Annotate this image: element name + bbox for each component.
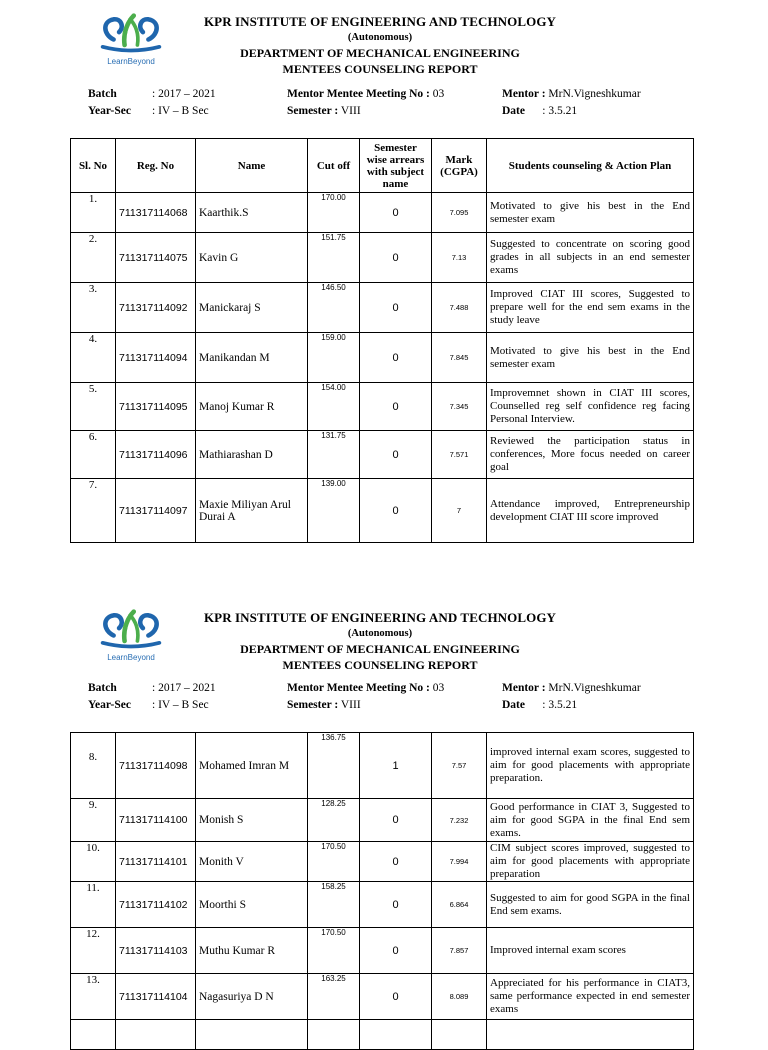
table-row: 1. 711317114068 Kaarthik.S 170.00 0 7.095 Motivated to give his best in the End semester exam — [71, 193, 694, 233]
logo-icon — [94, 608, 168, 652]
col-arrears: Semester wise arrears with subject name — [360, 139, 432, 193]
table-row: 10. 711317114101 Monith V 170.50 0 7.994 CIM subject scores improved, suggested to aim for good placements with appropriate preparation — [71, 842, 694, 882]
batch-field: Batch — [88, 682, 117, 694]
table-row-partial — [71, 1020, 694, 1050]
table-header-row — [71, 139, 694, 193]
yearsec-field: Year-Sec — [88, 699, 131, 711]
table-row: 5. 711317114095 Manoj Kumar R 154.00 0 7.345 Improvemnet shown in CIAT III scores, Counselled reg self confidence reg facing Personal Interview. — [71, 383, 694, 431]
logo-tagline: LearnBeyond — [107, 653, 155, 662]
table-row: 2. 711317114075 Kavin G 151.75 0 7.13 Suggested to concentrate on scoring good grades in all subjects in an end semester exams — [71, 233, 694, 283]
mentor-field: Mentor : MrN.Vigneshkumar — [502, 682, 641, 694]
col-sl: Sl. No — [71, 139, 116, 193]
table-row: 9. 711317114100 Monish S 128.25 0 7.232 Good performance in CIAT 3, Suggested to aim for good SGPA in the final End sem exams. — [71, 799, 694, 842]
counseling-table-page-2 — [70, 732, 694, 1050]
semester-field: Semester : VIII — [287, 105, 361, 117]
date-field: Date : 3.5.21 — [502, 105, 578, 117]
col-name: Name — [196, 139, 308, 193]
logo-tagline: LearnBeyond — [107, 57, 155, 66]
col-mark: Mark (CGPA) — [432, 139, 487, 193]
table-row: 11. 711317114102 Moorthi S 158.25 0 6.864 Suggested to aim for good SGPA in the final End sem exams. — [71, 882, 694, 928]
table-row: 12. 711317114103 Muthu Kumar R 170.50 0 7.857 Improved internal exam scores — [71, 928, 694, 974]
table-row: 7. 711317114097 Maxie Miliyan Arul Durai A 139.00 0 7 Attendance improved, Entrepreneurship development CIAT III score improved — [71, 479, 694, 543]
batch-value: : 2017 – 2021 — [152, 88, 216, 100]
batch-value: : 2017 – 2021 — [152, 682, 216, 694]
yearsec-value: : IV – B Sec — [152, 699, 209, 711]
batch-field: Batch — [88, 88, 117, 100]
col-plan: Students counseling & Action Plan — [487, 139, 694, 193]
autonomous-label: (Autonomous) — [347, 628, 413, 639]
mentor-field: Mentor : MrN.Vigneshkumar — [502, 88, 641, 100]
date-field: Date : 3.5.21 — [502, 699, 578, 711]
department-name: DEPARTMENT OF MECHANICAL ENGINEERING — [240, 46, 520, 60]
logo-icon — [94, 12, 168, 56]
col-reg: Reg. No — [116, 139, 196, 193]
institute-logo — [94, 12, 168, 70]
table-row: 13. 711317114104 Nagasuriya D N 163.25 0 8.089 Appreciated for his performance in CIAT3, same performance expected in end semester exams — [71, 974, 694, 1020]
table-row: 3. 711317114092 Manickaraj S 146.50 0 7.488 Improved CIAT III scores, Suggested to prepare well for the end sem exams in the study leave — [71, 283, 694, 333]
institute-name: KPR INSTITUTE OF ENGINEERING AND TECHNOLOGY — [203, 14, 557, 29]
yearsec-value: : IV – B Sec — [152, 105, 209, 117]
department-name: DEPARTMENT OF MECHANICAL ENGINEERING — [240, 642, 520, 656]
table-row: 6. 711317114096 Mathiarashan D 131.75 0 7.571 Reviewed the participation status in conferences, More focus needed on career goal — [71, 431, 694, 479]
report-title: MENTEES COUNSELING REPORT — [282, 658, 478, 672]
meeting-field: Mentor Mentee Meeting No : 03 — [287, 682, 445, 694]
institute-logo — [94, 608, 168, 666]
col-cutoff: Cut off — [308, 139, 360, 193]
counseling-table-page-1 — [70, 138, 694, 543]
institute-name: KPR INSTITUTE OF ENGINEERING AND TECHNOLOGY — [203, 610, 557, 625]
autonomous-label: (Autonomous) — [347, 32, 413, 43]
yearsec-field: Year-Sec — [88, 105, 131, 117]
table-row: 8. 711317114098 Mohamed Imran M 136.75 1 7.57 improved internal exam scores, suggested to aim for good placements with appropriate preparation. — [71, 733, 694, 799]
table-row: 4. 711317114094 Manikandan M 159.00 0 7.845 Motivated to give his best in the End semester exam — [71, 333, 694, 383]
semester-field: Semester : VIII — [287, 699, 361, 711]
report-title: MENTEES COUNSELING REPORT — [282, 62, 478, 76]
meeting-field: Mentor Mentee Meeting No : 03 — [287, 88, 445, 100]
